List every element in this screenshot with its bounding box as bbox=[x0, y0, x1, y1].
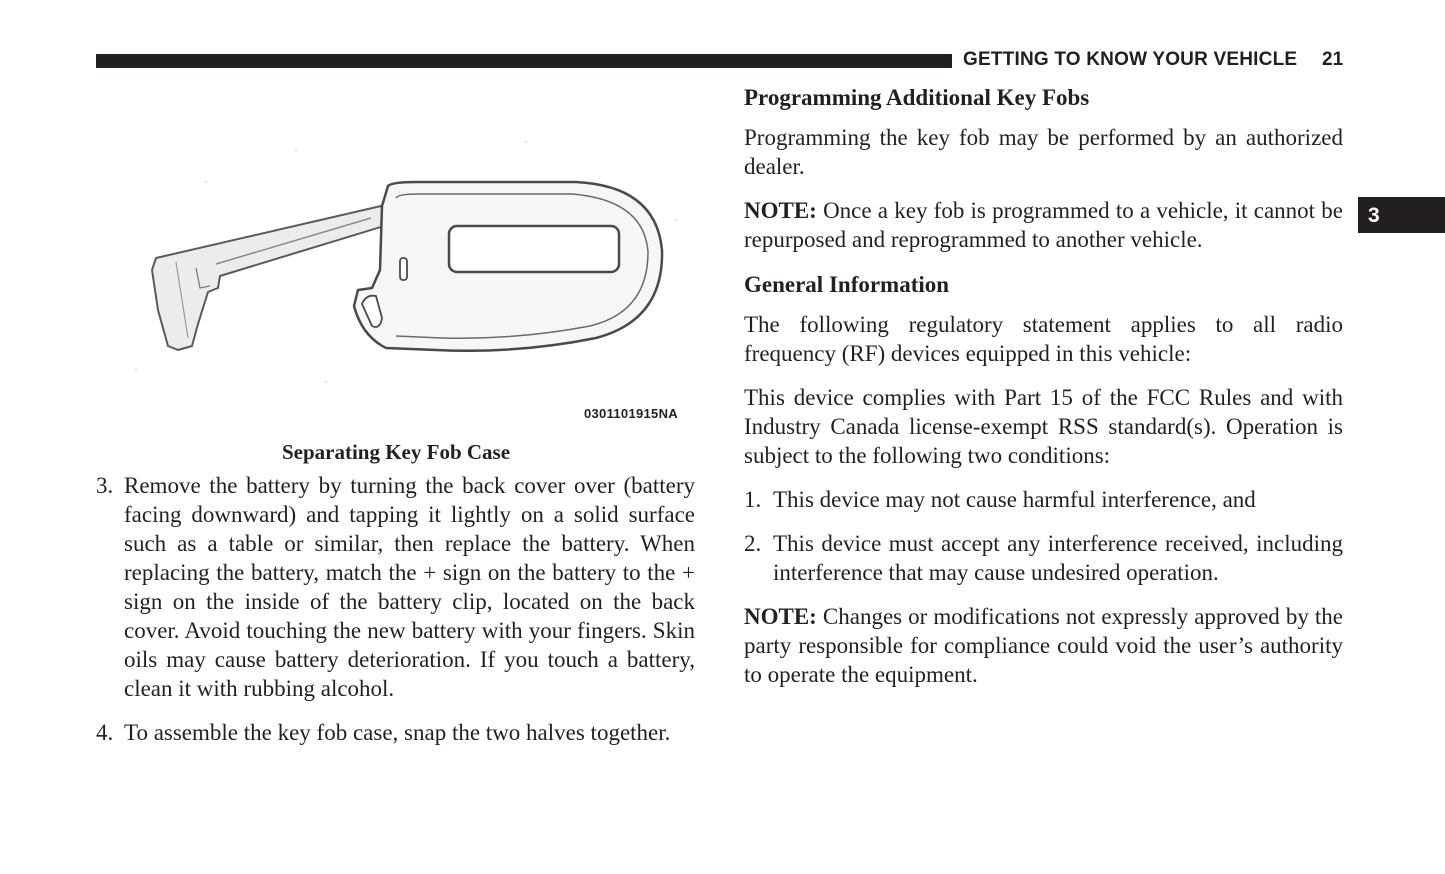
right-column bbox=[744, 82, 1343, 689]
key-fob-button-panel bbox=[449, 226, 619, 272]
note-text: Changes or modifications not expressly approved by the party responsible for compliance could void the user’s authority to operate the equipment. bbox=[744, 604, 1343, 687]
condition-text: This device may not cause harmful interference, and bbox=[773, 487, 1256, 512]
numbered-step bbox=[96, 471, 695, 703]
condition-number: 1. bbox=[744, 487, 762, 512]
figure-code: 0301101915NA bbox=[584, 406, 678, 421]
step-number: 4. bbox=[96, 720, 114, 745]
general-note bbox=[744, 602, 1343, 689]
key-fob-figure bbox=[96, 110, 696, 430]
condition-number: 2. bbox=[744, 531, 762, 556]
general-paragraph-1: The following regulatory statement applies to all radio frequency (RF) devices equipped in this vehicle: bbox=[744, 312, 1343, 366]
left-column bbox=[96, 471, 695, 747]
condition-item bbox=[744, 529, 1343, 587]
condition-text: This device must accept any interference received, including interference that may cause undesired operation. bbox=[773, 531, 1343, 585]
page-number: 21 bbox=[1322, 49, 1344, 70]
key-fob-led bbox=[400, 258, 407, 280]
running-header-title: GETTING TO KNOW YOUR VEHICLE bbox=[963, 49, 1298, 70]
section-heading-general: General Information bbox=[744, 272, 950, 297]
figure-caption: Separating Key Fob Case bbox=[281, 440, 511, 464]
step-text: To assemble the key fob case, snap the two halves together. bbox=[124, 720, 671, 745]
key-fob-illustration bbox=[96, 110, 696, 430]
programming-paragraph: Programming the key fob may be performed by an authorized dealer. bbox=[744, 125, 1343, 179]
note-label: NOTE: bbox=[744, 198, 817, 223]
step-number: 3. bbox=[96, 473, 114, 498]
section-heading-programming: Programming Additional Key Fobs bbox=[744, 85, 1090, 110]
header-rule bbox=[96, 54, 952, 68]
condition-item bbox=[744, 485, 1343, 514]
note-text: Once a key fob is programmed to a vehicle, it cannot be repurposed and reprogrammed to another vehicle. bbox=[744, 198, 1343, 252]
step-text: Remove the battery by turning the back cover over (battery facing downward) and tapping it lightly on a solid surface such as a table or similar, then replace the battery. When replacing the battery, match the + sign on the battery to the + sign on the inside of the battery clip, located on the back cover. Avoid touching the new battery with your fingers. Skin oils may cause battery deterioration. If you touch a battery, clean it with rubbing alcohol. bbox=[124, 473, 695, 701]
numbered-step bbox=[96, 718, 695, 747]
programming-note bbox=[744, 196, 1343, 254]
general-paragraph-2: This device complies with Part 15 of the FCC Rules and with Industry Canada license-exempt RSS standard(s). Operation is subject to the following two conditions: bbox=[744, 385, 1343, 468]
note-label: NOTE: bbox=[744, 604, 817, 629]
chapter-tab: 3 bbox=[1358, 197, 1445, 233]
emergency-key-blade bbox=[152, 206, 388, 350]
